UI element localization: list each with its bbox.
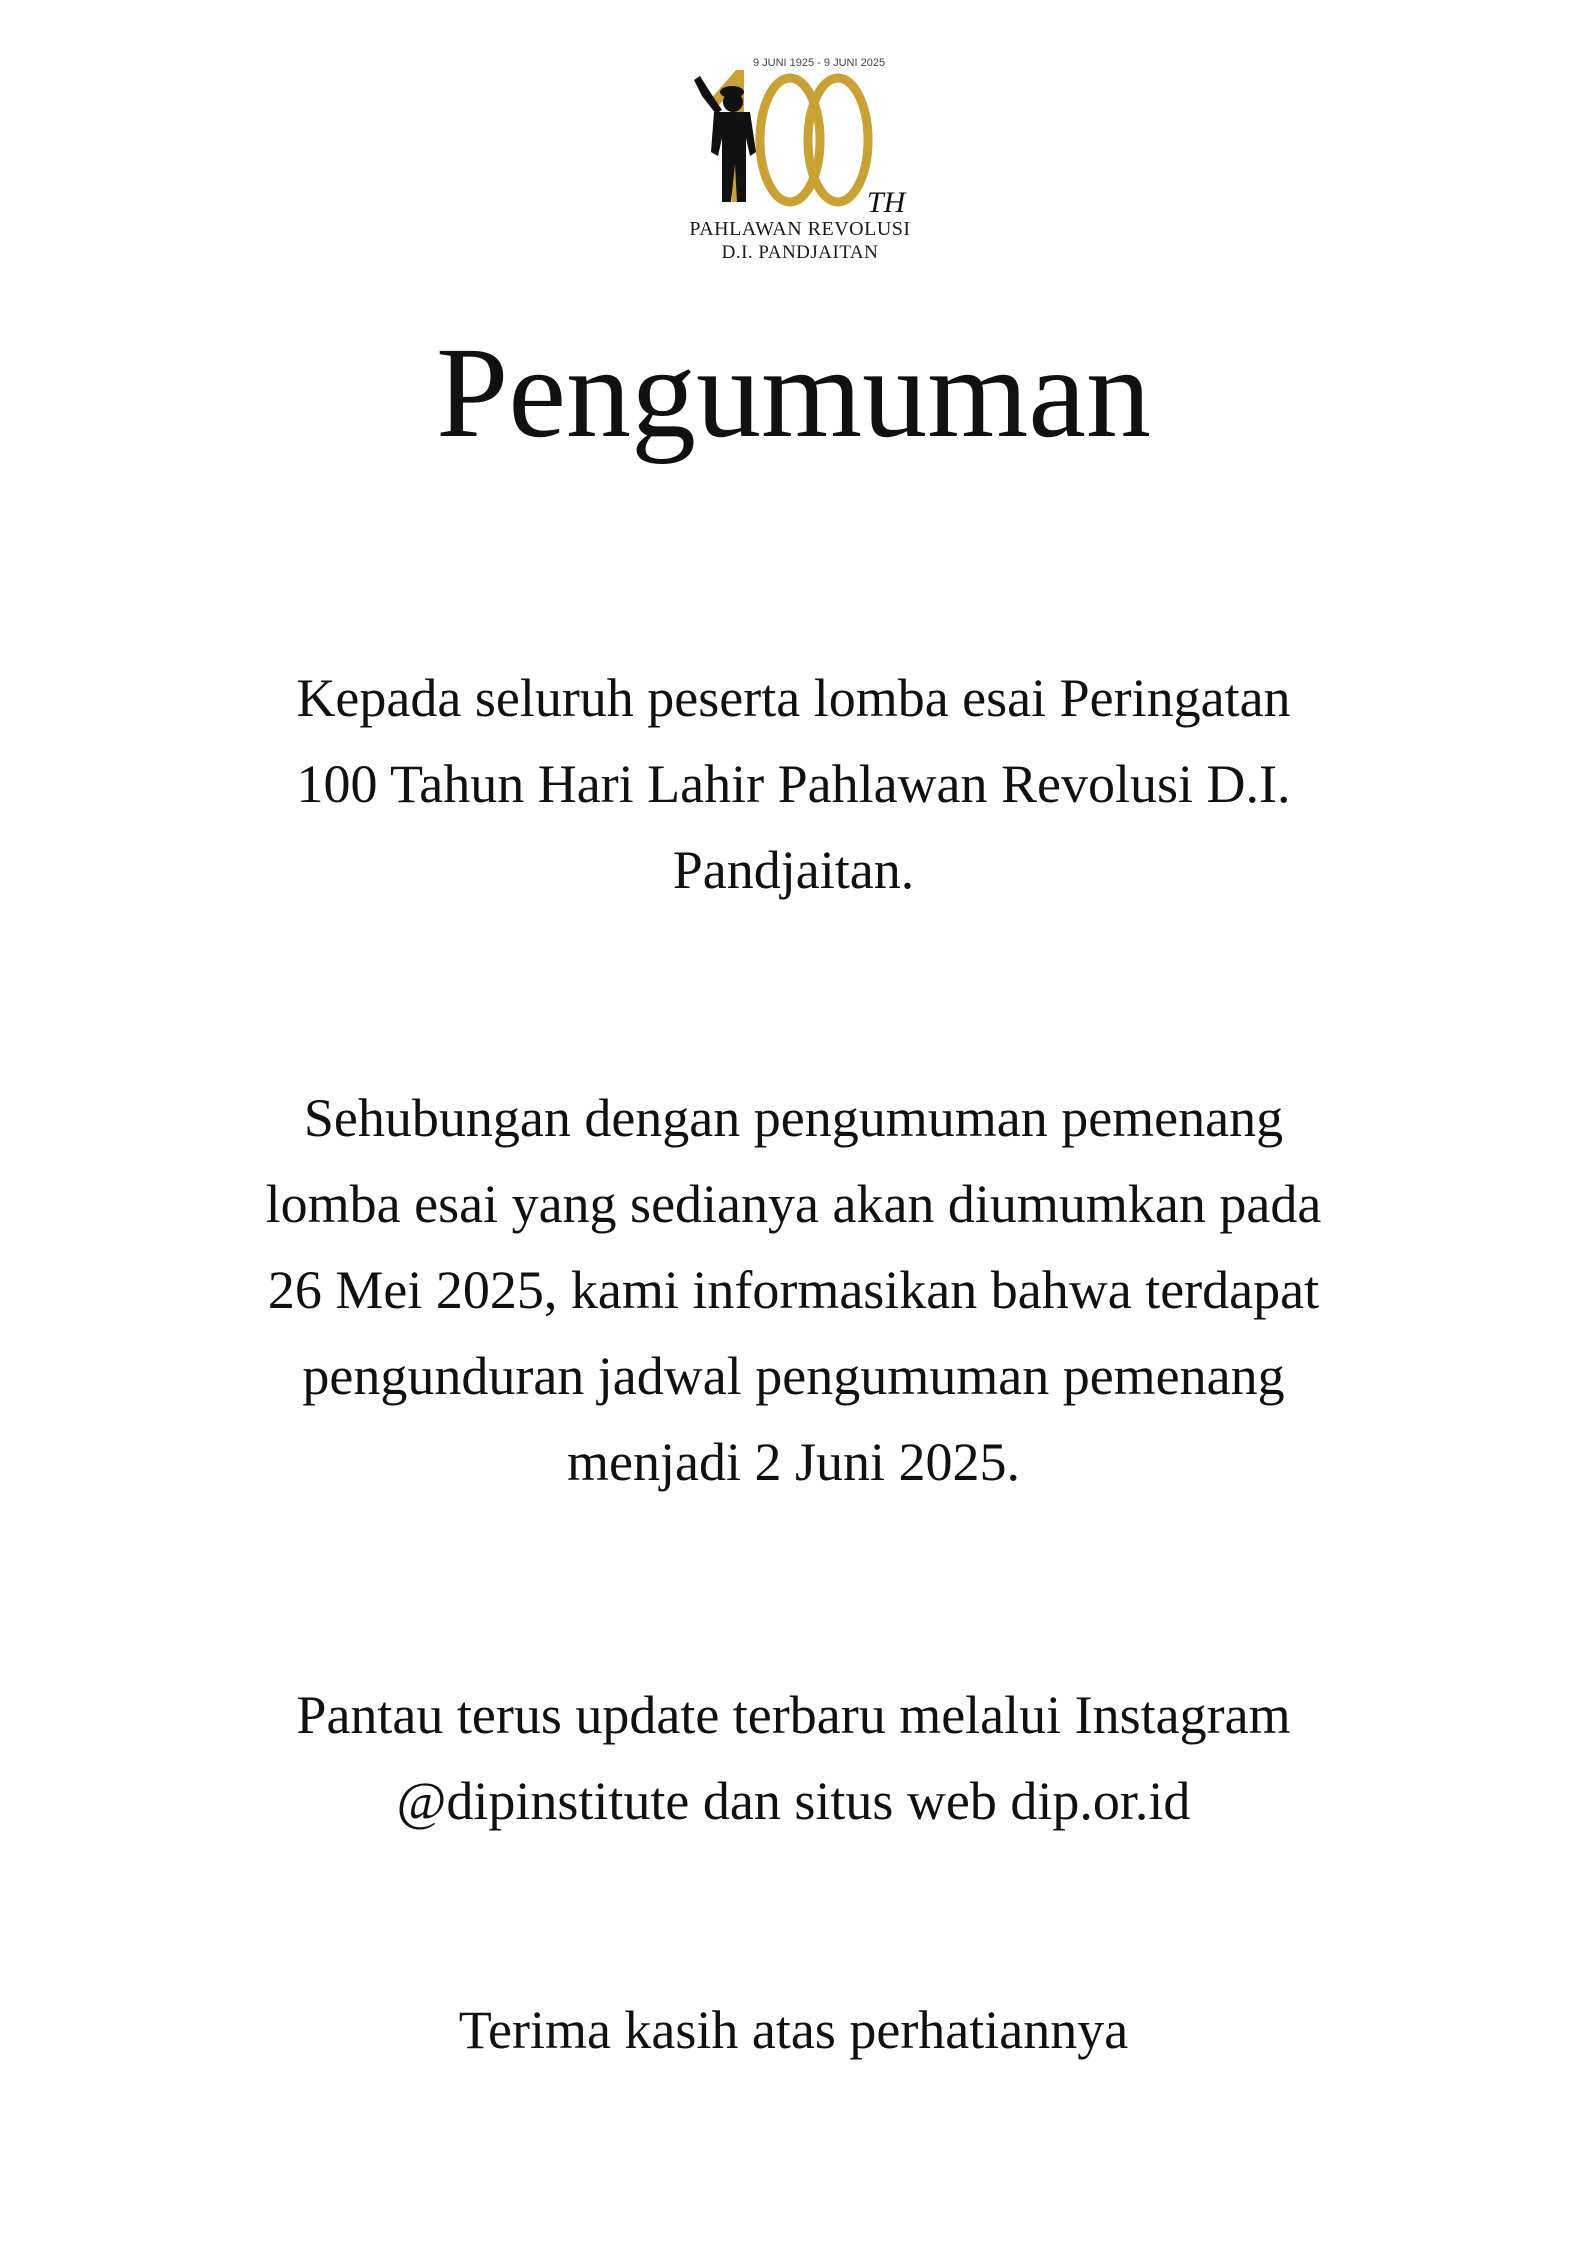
paragraph-announcement xyxy=(130,1075,1457,1505)
logo-emblem xyxy=(680,52,920,217)
logo-line-name: D.I. PANDJAITAN xyxy=(721,242,879,263)
closing-text xyxy=(130,1987,1457,2073)
paragraph-line: Kepada seluruh peserta lomba esai Peringatan xyxy=(296,668,1291,728)
paragraph-addressee xyxy=(130,655,1457,913)
page-title: Pengumuman xyxy=(436,321,1151,465)
paragraph-line: @dipinstitute dan situs web dip.or.id xyxy=(396,1771,1191,1831)
paragraph-follow-updates xyxy=(130,1672,1457,1844)
logo-dates: 9 JUNI 1925 - 9 JUNI 2025 xyxy=(753,57,886,69)
logo-line-pahlawan-revolusi: PAHLAWAN REVOLUSI xyxy=(689,218,911,240)
paragraph-line: 100 Tahun Hari Lahir Pahlawan Revolusi D.I. xyxy=(296,754,1291,814)
soldier-silhouette-icon xyxy=(694,76,756,202)
paragraph-line: lomba esai yang sedianya akan diumumkan pada xyxy=(265,1174,1322,1234)
paragraph-line: 26 Mei 2025, kami informasikan bahwa terdapat xyxy=(267,1260,1320,1320)
paragraph-line: pengunduran jadwal pengumuman pemenang xyxy=(302,1346,1285,1406)
centennial-logo xyxy=(680,52,920,267)
paragraph-line: Pandjaitan. xyxy=(672,840,915,900)
paragraph-line: menjadi 2 Juni 2025. xyxy=(567,1432,1020,1492)
logo-suffix: TH xyxy=(867,186,906,217)
closing-line: Terima kasih atas perhatiannya xyxy=(458,2000,1129,2060)
paragraph-line: Sehubungan dengan pengumuman pemenang xyxy=(303,1088,1284,1148)
paragraph-line: Pantau terus update terbaru melalui Instagram xyxy=(296,1685,1291,1745)
